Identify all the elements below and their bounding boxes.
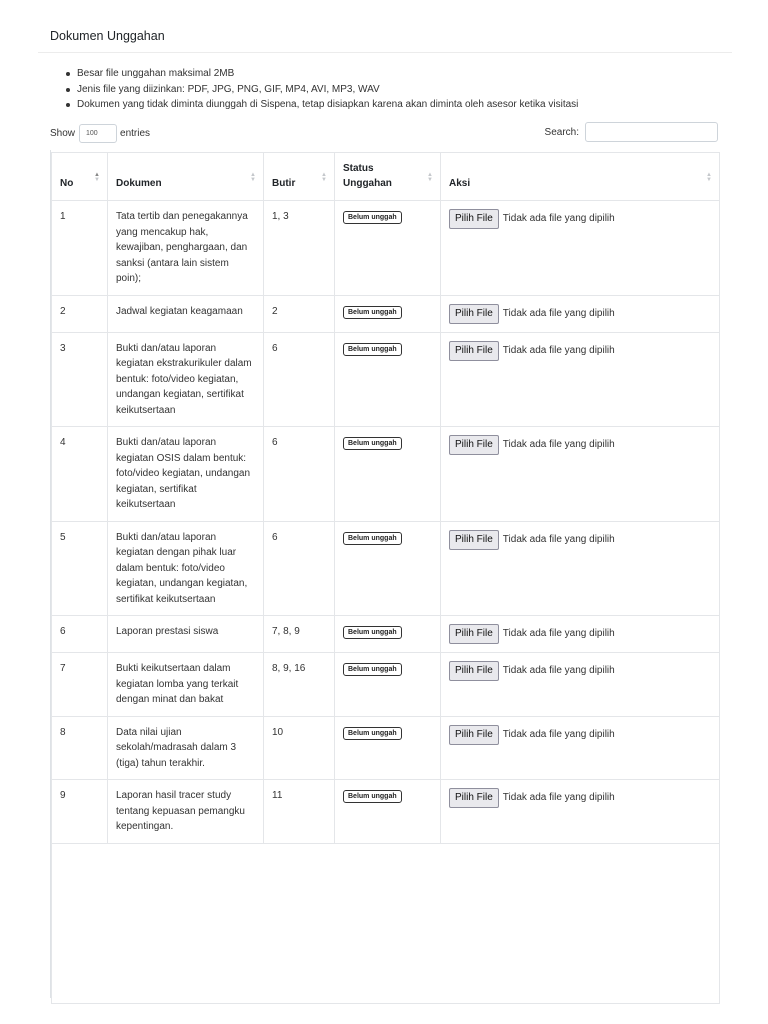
table-filler-row bbox=[52, 843, 720, 1003]
header-no[interactable] bbox=[52, 153, 108, 201]
cell-dokumen: Bukti dan/atau laporan kegiatan ekstrakurikuler dalam bentuk: foto/video kegiatan, undangan kegiatan, sertifikat keikutsertaan bbox=[108, 332, 264, 427]
no-file-text: Tidak ada file yang dipilih bbox=[502, 792, 615, 804]
cell-aksi bbox=[441, 521, 720, 616]
cell-dokumen: Bukti dan/atau laporan kegiatan OSIS dalam bentuk: foto/video kegiatan, undangan kegiatan, sertifikat keikutsertaan bbox=[108, 427, 264, 522]
cell-no: 9 bbox=[52, 780, 108, 844]
status-badge: Belum unggah bbox=[343, 437, 402, 450]
no-file-text: Tidak ada file yang dipilih bbox=[502, 344, 615, 356]
no-file-text: Tidak ada file yang dipilih bbox=[502, 213, 615, 225]
choose-file-button[interactable]: Pilih File bbox=[449, 624, 499, 644]
cell-aksi bbox=[441, 653, 720, 717]
cell-dokumen: Tata tertib dan penegakannya yang mencakup hak, kewajiban, penghargaan, dan sanksi (antara lain sistem poin); bbox=[108, 201, 264, 296]
header-aksi-label: Aksi bbox=[449, 178, 471, 189]
card-title: Dokumen Unggahan bbox=[50, 29, 165, 43]
sort-arrows-icon: ▲ ▼ bbox=[706, 172, 712, 183]
file-input[interactable] bbox=[449, 624, 711, 644]
choose-file-button[interactable]: Pilih File bbox=[449, 661, 499, 681]
table-row bbox=[52, 427, 720, 522]
file-input[interactable] bbox=[449, 209, 711, 229]
cell-butir: 8, 9, 16 bbox=[264, 653, 335, 717]
page-length-select[interactable]: 100 bbox=[79, 124, 117, 143]
table-header-row bbox=[52, 153, 720, 201]
page-length-control bbox=[50, 124, 150, 143]
choose-file-button[interactable]: Pilih File bbox=[449, 530, 499, 550]
cell-no: 6 bbox=[52, 616, 108, 653]
sort-arrows-icon: ▲ ▼ bbox=[321, 172, 327, 183]
sort-arrows-icon: ▲ ▼ bbox=[94, 172, 100, 183]
cell-status bbox=[335, 295, 441, 332]
cell-status bbox=[335, 427, 441, 522]
entries-label: entries bbox=[120, 128, 151, 139]
cell-dokumen: Bukti keikutsertaan dalam kegiatan lomba yang terkait dengan minat dan bakat bbox=[108, 653, 264, 717]
cell-butir: 11 bbox=[264, 780, 335, 844]
no-file-text: Tidak ada file yang dipilih bbox=[502, 728, 615, 740]
no-file-text: Tidak ada file yang dipilih bbox=[502, 665, 615, 677]
file-input[interactable] bbox=[449, 530, 711, 550]
cell-no: 7 bbox=[52, 653, 108, 717]
status-badge: Belum unggah bbox=[343, 663, 402, 676]
search-control bbox=[545, 122, 718, 142]
table-row bbox=[52, 616, 720, 653]
cell-no: 3 bbox=[52, 332, 108, 427]
choose-file-button[interactable]: Pilih File bbox=[449, 341, 499, 361]
choose-file-button[interactable]: Pilih File bbox=[449, 304, 499, 324]
title-divider bbox=[38, 52, 732, 53]
sort-arrows-icon: ▲ ▼ bbox=[427, 172, 433, 183]
no-file-text: Tidak ada file yang dipilih bbox=[502, 628, 615, 640]
cell-butir: 7, 8, 9 bbox=[264, 616, 335, 653]
cell-aksi bbox=[441, 616, 720, 653]
table-row bbox=[52, 332, 720, 427]
no-file-text: Tidak ada file yang dipilih bbox=[502, 307, 615, 319]
status-badge: Belum unggah bbox=[343, 790, 402, 803]
cell-aksi bbox=[441, 716, 720, 780]
choose-file-button[interactable]: Pilih File bbox=[449, 209, 499, 229]
search-label: Search: bbox=[544, 126, 579, 138]
cell-butir: 2 bbox=[264, 295, 335, 332]
header-status-label-2: Unggahan bbox=[343, 178, 392, 189]
cell-no: 4 bbox=[52, 427, 108, 522]
status-badge: Belum unggah bbox=[343, 626, 402, 639]
note-item: Dokumen yang tidak diminta diunggah di Sispena, tetap disiapkan karena akan diminta oleh asesor ketika visitasi bbox=[77, 97, 578, 113]
table-row bbox=[52, 716, 720, 780]
cell-aksi bbox=[441, 332, 720, 427]
header-dokumen[interactable] bbox=[108, 153, 264, 201]
header-status[interactable] bbox=[335, 153, 441, 201]
cell-butir: 1, 3 bbox=[264, 201, 335, 296]
cell-butir: 10 bbox=[264, 716, 335, 780]
status-badge: Belum unggah bbox=[343, 306, 402, 319]
header-dokumen-label: Dokumen bbox=[116, 178, 162, 189]
file-input[interactable] bbox=[449, 788, 711, 808]
no-file-text: Tidak ada file yang dipilih bbox=[502, 533, 615, 545]
choose-file-button[interactable]: Pilih File bbox=[449, 788, 499, 808]
cell-aksi bbox=[441, 295, 720, 332]
cell-dokumen: Laporan hasil tracer study tentang kepuasan pemangku kepentingan. bbox=[108, 780, 264, 844]
cell-status bbox=[335, 716, 441, 780]
cell-aksi bbox=[441, 780, 720, 844]
cell-no: 1 bbox=[52, 201, 108, 296]
choose-file-button[interactable]: Pilih File bbox=[449, 725, 499, 745]
status-badge: Belum unggah bbox=[343, 343, 402, 356]
cell-no: 5 bbox=[52, 521, 108, 616]
show-label: Show bbox=[50, 128, 76, 139]
status-badge: Belum unggah bbox=[343, 727, 402, 740]
cell-status bbox=[335, 332, 441, 427]
file-input[interactable] bbox=[449, 435, 711, 455]
status-badge: Belum unggah bbox=[343, 532, 402, 545]
header-butir[interactable] bbox=[264, 153, 335, 201]
cell-butir: 6 bbox=[264, 427, 335, 522]
table-row bbox=[52, 780, 720, 844]
file-input[interactable] bbox=[449, 725, 711, 745]
cell-no: 2 bbox=[52, 295, 108, 332]
cell-no: 8 bbox=[52, 716, 108, 780]
table-row bbox=[52, 521, 720, 616]
cell-aksi bbox=[441, 201, 720, 296]
note-item: Besar file unggahan maksimal 2MB bbox=[77, 66, 578, 82]
cell-status bbox=[335, 201, 441, 296]
search-input[interactable] bbox=[585, 122, 718, 142]
header-aksi[interactable] bbox=[441, 153, 720, 201]
cell-status bbox=[335, 780, 441, 844]
header-no-label: No bbox=[60, 178, 74, 189]
no-file-text: Tidak ada file yang dipilih bbox=[502, 439, 615, 451]
file-input[interactable] bbox=[449, 341, 711, 361]
cell-butir: 6 bbox=[264, 332, 335, 427]
cell-aksi bbox=[441, 427, 720, 522]
header-butir-label: Butir bbox=[272, 178, 296, 189]
sort-arrows-icon: ▲ ▼ bbox=[250, 172, 256, 183]
table-row bbox=[52, 295, 720, 332]
note-item: Jenis file yang diizinkan: PDF, JPG, PNG, GIF, MP4, AVI, MP3, WAV bbox=[77, 82, 578, 98]
header-status-label-1: Status bbox=[343, 163, 374, 174]
cell-status bbox=[335, 521, 441, 616]
cell-status bbox=[335, 616, 441, 653]
table-row bbox=[52, 201, 720, 296]
documents-table bbox=[51, 152, 720, 1004]
cell-dokumen: Laporan prestasi siswa bbox=[108, 616, 264, 653]
cell-dokumen: Jadwal kegiatan keagamaan bbox=[108, 295, 264, 332]
filler-cell bbox=[52, 843, 720, 1003]
cell-butir: 6 bbox=[264, 521, 335, 616]
status-badge: Belum unggah bbox=[343, 211, 402, 224]
choose-file-button[interactable]: Pilih File bbox=[449, 435, 499, 455]
cell-dokumen: Data nilai ujian sekolah/madrasah dalam 3 (tiga) tahun terakhir. bbox=[108, 716, 264, 780]
cell-dokumen: Bukti dan/atau laporan kegiatan dengan pihak luar dalam bentuk: foto/video kegiatan, undangan kegiatan, sertifikat keikutsertaan bbox=[108, 521, 264, 616]
cell-status bbox=[335, 653, 441, 717]
file-input[interactable] bbox=[449, 304, 711, 324]
file-input[interactable] bbox=[449, 661, 711, 681]
upload-notes bbox=[77, 66, 578, 113]
table-row bbox=[52, 653, 720, 717]
